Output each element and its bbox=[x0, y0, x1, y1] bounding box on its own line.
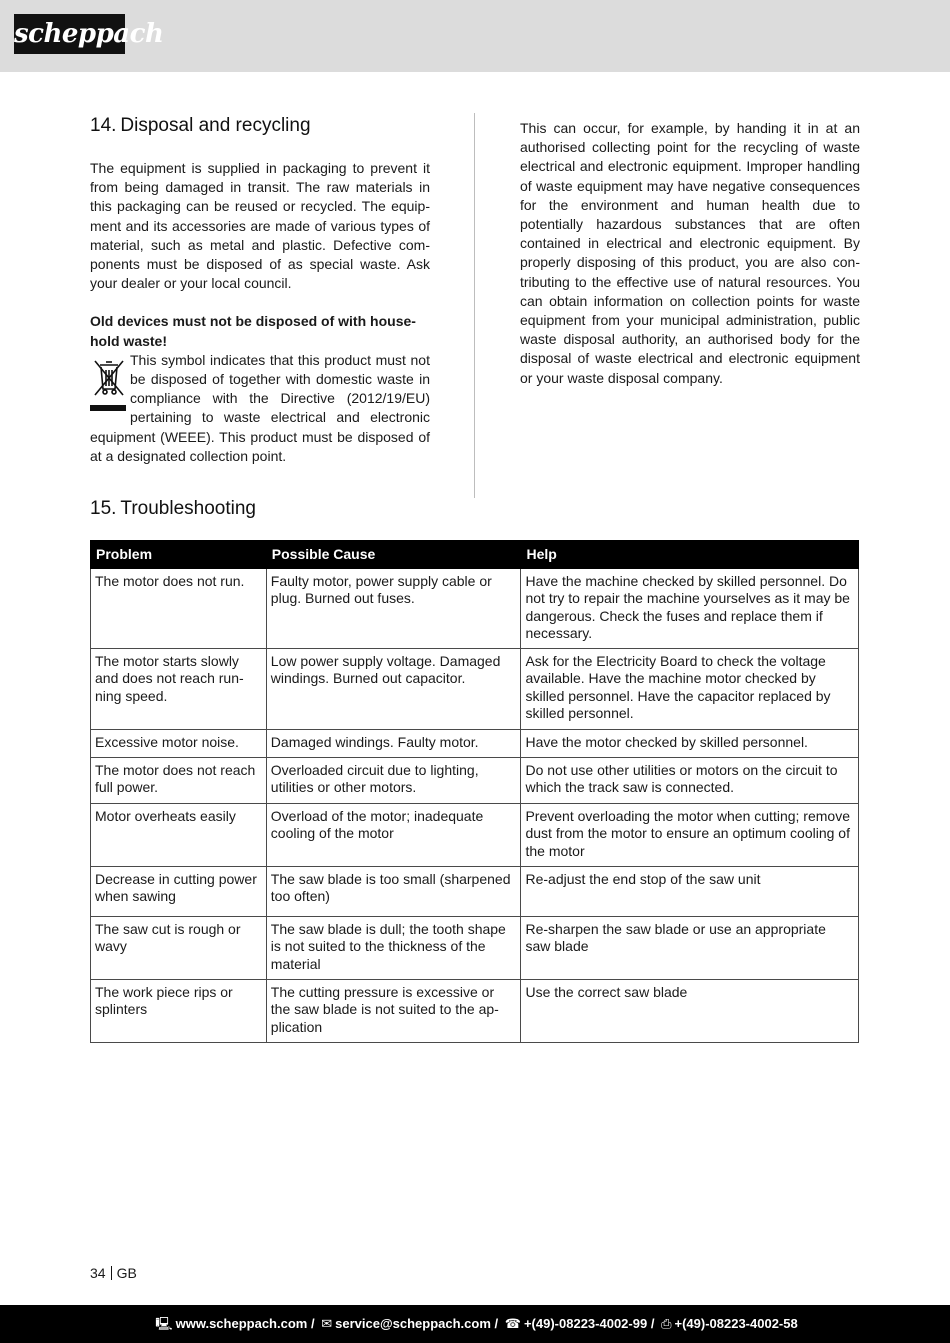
cause-cell: The cutting pressure is excessive or the saw blade is not suited to the application bbox=[266, 979, 521, 1042]
table-row bbox=[91, 568, 859, 648]
table-row bbox=[91, 729, 859, 757]
page-number-separator bbox=[111, 1266, 112, 1280]
phone-icon: ☎ bbox=[504, 1316, 521, 1331]
cause-cell: The saw blade is dull; the tooth shape is not suited to the thickness of the material bbox=[266, 916, 521, 979]
footer-separator: / bbox=[494, 1316, 499, 1331]
column-header-cause: Possible Cause bbox=[266, 541, 521, 569]
column-divider bbox=[474, 113, 475, 498]
problem-cell: Motor overheats easily bbox=[91, 803, 267, 866]
help-cell: Re-sharpen the saw blade or use an appropriate saw blade bbox=[521, 916, 859, 979]
left-column bbox=[90, 115, 430, 466]
table-row bbox=[91, 866, 859, 916]
cause-cell: Overload of the motor; inadequate cooling of the motor bbox=[266, 803, 521, 866]
header-band bbox=[0, 0, 950, 72]
footer-fax: +(49)-08223-4002-58 bbox=[674, 1316, 798, 1331]
right-column bbox=[520, 119, 860, 388]
troubleshooting-table bbox=[90, 540, 859, 1043]
section-15-number: 15. bbox=[90, 498, 117, 519]
problem-cell: The work piece rips or splinters bbox=[91, 979, 267, 1042]
help-cell: Have the machine checked by skilled personnel. Do not try to repair the machine yourselves as it may be dangerous. Check the fuses and replace them if necessary. bbox=[521, 568, 859, 648]
section-15-heading bbox=[90, 498, 256, 520]
footer-email[interactable]: service@scheppach.com bbox=[335, 1316, 491, 1331]
crossed-out-bin-icon bbox=[90, 355, 126, 413]
fax-icon: ⎙ bbox=[661, 1316, 672, 1331]
help-cell: Ask for the Electricity Board to check the voltage available. Have the machine motor checked by skilled personnel. Have the capacitor replaced by skilled personnel. bbox=[521, 648, 859, 729]
page-number-value: 34 bbox=[90, 1265, 106, 1281]
help-cell: Re-adjust the end stop of the saw unit bbox=[521, 866, 859, 916]
cause-cell: Low power supply voltage. Damaged windings. Burned out capacitor. bbox=[266, 648, 521, 729]
help-cell: Use the correct saw blade bbox=[521, 979, 859, 1042]
column-header-problem: Problem bbox=[91, 541, 267, 569]
packaging-paragraph: The equipment is supplied in packaging to prevent it from being damaged in transit. The raw materials in this packaging can be reused or recycled. The equipment and its accessories are made of various types of material, such as metal and plastic. Defective components must be disposed of as special waste. Ask your dealer or your local council. bbox=[90, 160, 430, 292]
footer-separator: / bbox=[310, 1316, 315, 1331]
weee-description: This symbol indicates that this product must not be disposed of together with domestic waste in compliance with the Directive (2012/19/EU) pertaining to waste electrical and electronic equipment (WEEE). This product must be disposed of at a designated collection point. bbox=[90, 351, 430, 464]
weee-block bbox=[90, 351, 430, 466]
footer-website[interactable]: www.scheppach.com bbox=[175, 1316, 308, 1331]
problem-cell: The motor does not run. bbox=[91, 568, 267, 648]
envelope-icon: ✉ bbox=[321, 1316, 333, 1331]
collection-paragraph: This can occur, for example, by handing it in at an authorised collecting point for the recycling of waste electrical and electronic equipment. Improper handling of waste equipment may have negative consequences for the environment and human health due to potentially hazardous substances that are often contained in electrical and electronic equipment. By properly disposing of this product, you are also contributing to the effective use of natural resources. You can obtain information on collection points for waste equipment from your municipal administration, public waste disposal authority, an authorised body for the disposal of waste electrical and electronic equipment or your waste disposal company. bbox=[520, 120, 860, 386]
footer-bar bbox=[0, 1305, 950, 1343]
help-cell: Have the motor checked by skilled personnel. bbox=[521, 729, 859, 757]
cause-cell: The saw blade is too small (sharpened too often) bbox=[266, 866, 521, 916]
page-language: GB bbox=[116, 1265, 137, 1281]
footer-separator: / bbox=[650, 1316, 655, 1331]
problem-cell: Decrease in cutting power when sawing bbox=[91, 866, 267, 916]
footer-phone: +(49)-08223-4002-99 bbox=[523, 1316, 648, 1331]
cause-cell: Damaged windings. Faulty motor. bbox=[266, 729, 521, 757]
help-cell: Do not use other utilities or motors on the circuit to which the track saw is connected. bbox=[521, 757, 859, 803]
table-row bbox=[91, 648, 859, 729]
table-row bbox=[91, 803, 859, 866]
problem-cell: The saw cut is rough or wavy bbox=[91, 916, 267, 979]
problem-cell: The motor does not reach full power. bbox=[91, 757, 267, 803]
table-header-row bbox=[91, 541, 859, 569]
table-row bbox=[91, 979, 859, 1042]
section-14-number: 14. bbox=[90, 115, 117, 136]
household-waste-warning: Old devices must not be disposed of with household waste! bbox=[90, 313, 416, 349]
cause-cell: Faulty motor, power supply cable or plug. Burned out fuses. bbox=[266, 568, 521, 648]
problem-cell: The motor starts slowly and does not reach running speed. bbox=[91, 648, 267, 729]
table-row bbox=[91, 757, 859, 803]
section-14-heading bbox=[90, 115, 430, 137]
section-14-title: Disposal and recycling bbox=[120, 115, 311, 136]
table-row bbox=[91, 916, 859, 979]
cause-cell: Overloaded circuit due to lighting, utilities or other motors. bbox=[266, 757, 521, 803]
page-number bbox=[90, 1265, 137, 1281]
section-15-title: Troubleshooting bbox=[120, 498, 256, 519]
help-cell: Prevent overloading the motor when cutting; remove dust from the motor to ensure an optimum cooling of the motor bbox=[521, 803, 859, 866]
computer-icon: 🖳 bbox=[155, 1316, 173, 1331]
scheppach-logo: scheppach bbox=[14, 14, 125, 54]
column-header-help: Help bbox=[521, 541, 859, 569]
problem-cell: Excessive motor noise. bbox=[91, 729, 267, 757]
